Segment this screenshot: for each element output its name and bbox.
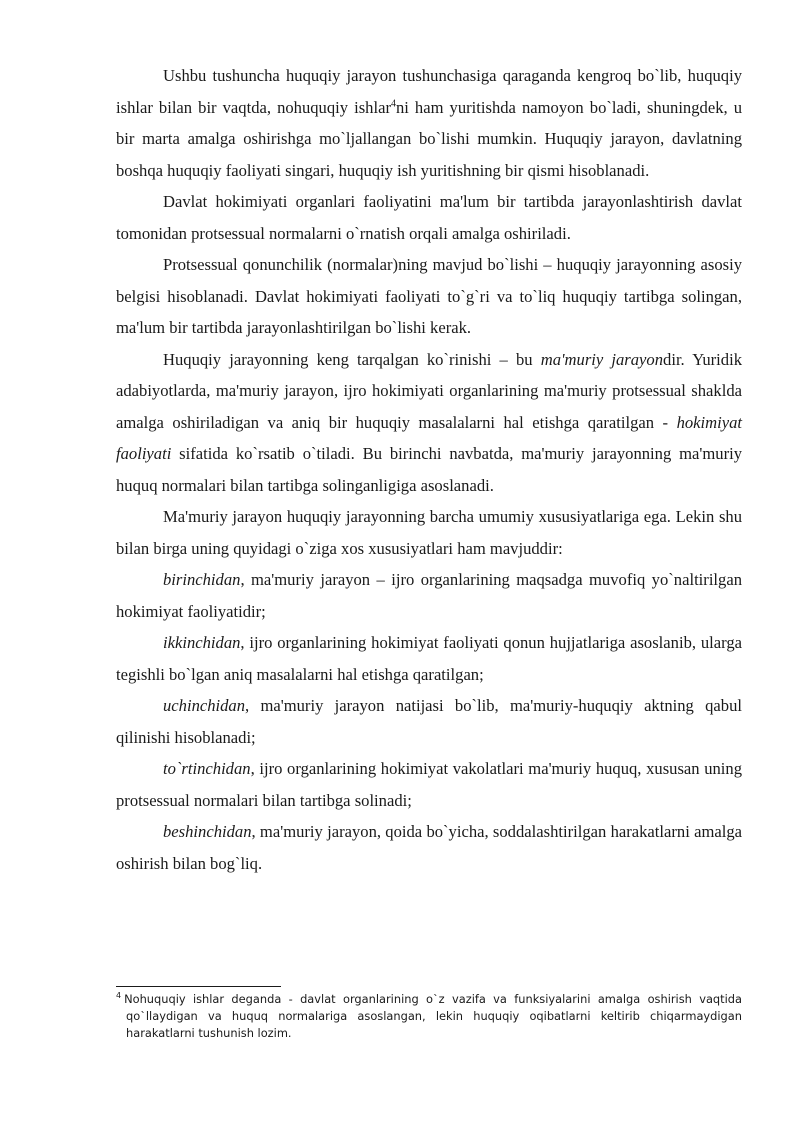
- footnote-reference[interactable]: 4: [390, 97, 396, 109]
- list-item: [116, 564, 742, 627]
- paragraph-text: ni ham yuritishda namoyon bo`ladi, shuningdek, u bir marta amalga oshirishga mo`ljallangan bo`lishi mumkin. Huquqiy jarayon, davlatning boshqa huquqiy faoliyati singari, huquqiy ish yuritishning bir qismi hisoblanadi.: [116, 97, 742, 180]
- paragraph-text: Huquqiy jarayonning keng tarqalgan ko`rinishi – bu: [163, 349, 541, 369]
- list-item-lead: uchinchidan: [163, 696, 246, 715]
- list-item-lead: beshinchidan: [163, 822, 252, 841]
- list-item: [116, 753, 742, 816]
- footnote: [116, 991, 742, 1042]
- paragraph-text: sifatida ko`rsatib o`tiladi. Bu birinchi navbatda, ma'muriy jarayonning ma'muriy huquq normalari bilan tartibga solinganligiga asoslanadi.: [116, 444, 742, 495]
- paragraph-2: Davlat hokimiyati organlari faoliyatini ma'lum bir tartibda jarayonlashtirish davlat tomonidan protsessual normalarni o`rnatish orqali amalga oshiriladi.: [116, 192, 742, 243]
- list-item-lead: birinchidan: [163, 570, 241, 589]
- paragraph-1: [116, 60, 742, 186]
- list-item-text: , ma'muriy jarayon natijasi bo`lib, ma'muriy-huquqiy aktning qabul qilinishi hisoblanadi;: [116, 696, 742, 747]
- list-item-text: , ma'muriy jarayon – ijro organlarining maqsadga muvofiq yo`naltirilgan hokimiyat faoliyatidir;: [116, 570, 742, 621]
- emphasis-term: hokimiyat faoliyati: [116, 412, 742, 463]
- list-item-lead: to`rtinchidan: [163, 759, 251, 778]
- list-item: [116, 690, 742, 753]
- paragraph-5: Ma'muriy jarayon huquqiy jarayonning barcha umumiy xususiyatlariga ega. Lekin shu bilan birga uning quyidagi o`ziga xos xususiyatlari ham mavjuddir:: [116, 507, 742, 558]
- paragraph-text: Ushbu tushuncha huquqiy jarayon tushunchasiga qaraganda kengroq bo`lib, huquqiy ishlar bilan bir vaqtda, nohuquqiy ishlar: [116, 66, 742, 117]
- list-item-text: , ma'muriy jarayon, qoida bo`yicha, soddalashtirilgan harakatlarni amalga oshirish bilan bog`liq.: [116, 822, 742, 873]
- emphasis-term: ma'muriy jarayon: [540, 349, 664, 369]
- paragraph-4: [116, 344, 742, 502]
- footnote-text: Nohuquqiy ishlar deganda - davlat organlarining o`z vazifa va funksiyalarini amalga oshirish vaqtida qo`llaydigan va huquq normalariga asoslangan, lekin huquqiy oqibatlarni keltirib chiqarmaydigan harakatlarni tushunish lozim.: [124, 992, 742, 1040]
- list-item-text: , ijro organlarining hokimiyat faoliyati qonun hujjatlariga asoslanib, ularga tegishli bo`lgan aniq masalalarni hal etishga qaratilgan;: [116, 633, 742, 684]
- document-body: [116, 60, 742, 879]
- list-item-lead: ikkinchidan: [163, 633, 241, 652]
- paragraph-text: dir. Yuridik adabiyotlarda, ma'muriy jarayon, ijro hokimiyati organlarining ma'muriy protsessual shaklda amalga oshiriladigan va aniq bir huquqiy masalalarni hal etishga qaratilgan -: [116, 349, 742, 432]
- footnote-divider: [116, 986, 281, 987]
- footnote-marker: 4: [116, 991, 122, 1001]
- list-item: [116, 816, 742, 879]
- list-item-text: , ijro organlarining hokimiyat vakolatlari ma'muriy huquq, xususan uning protsessual normalari bilan tartibga solinadi;: [116, 759, 742, 810]
- list-item: [116, 627, 742, 690]
- paragraph-3: Protsessual qonunchilik (normalar)ning mavjud bo`lishi – huquqiy jarayonning asosiy belgisi hisoblanadi. Davlat hokimiyati faoliyati to`g`ri va to`liq huquqiy tartibga solingan, ma'lum bir tartibda jarayonlashtirilgan bo`lishi kerak.: [116, 255, 742, 337]
